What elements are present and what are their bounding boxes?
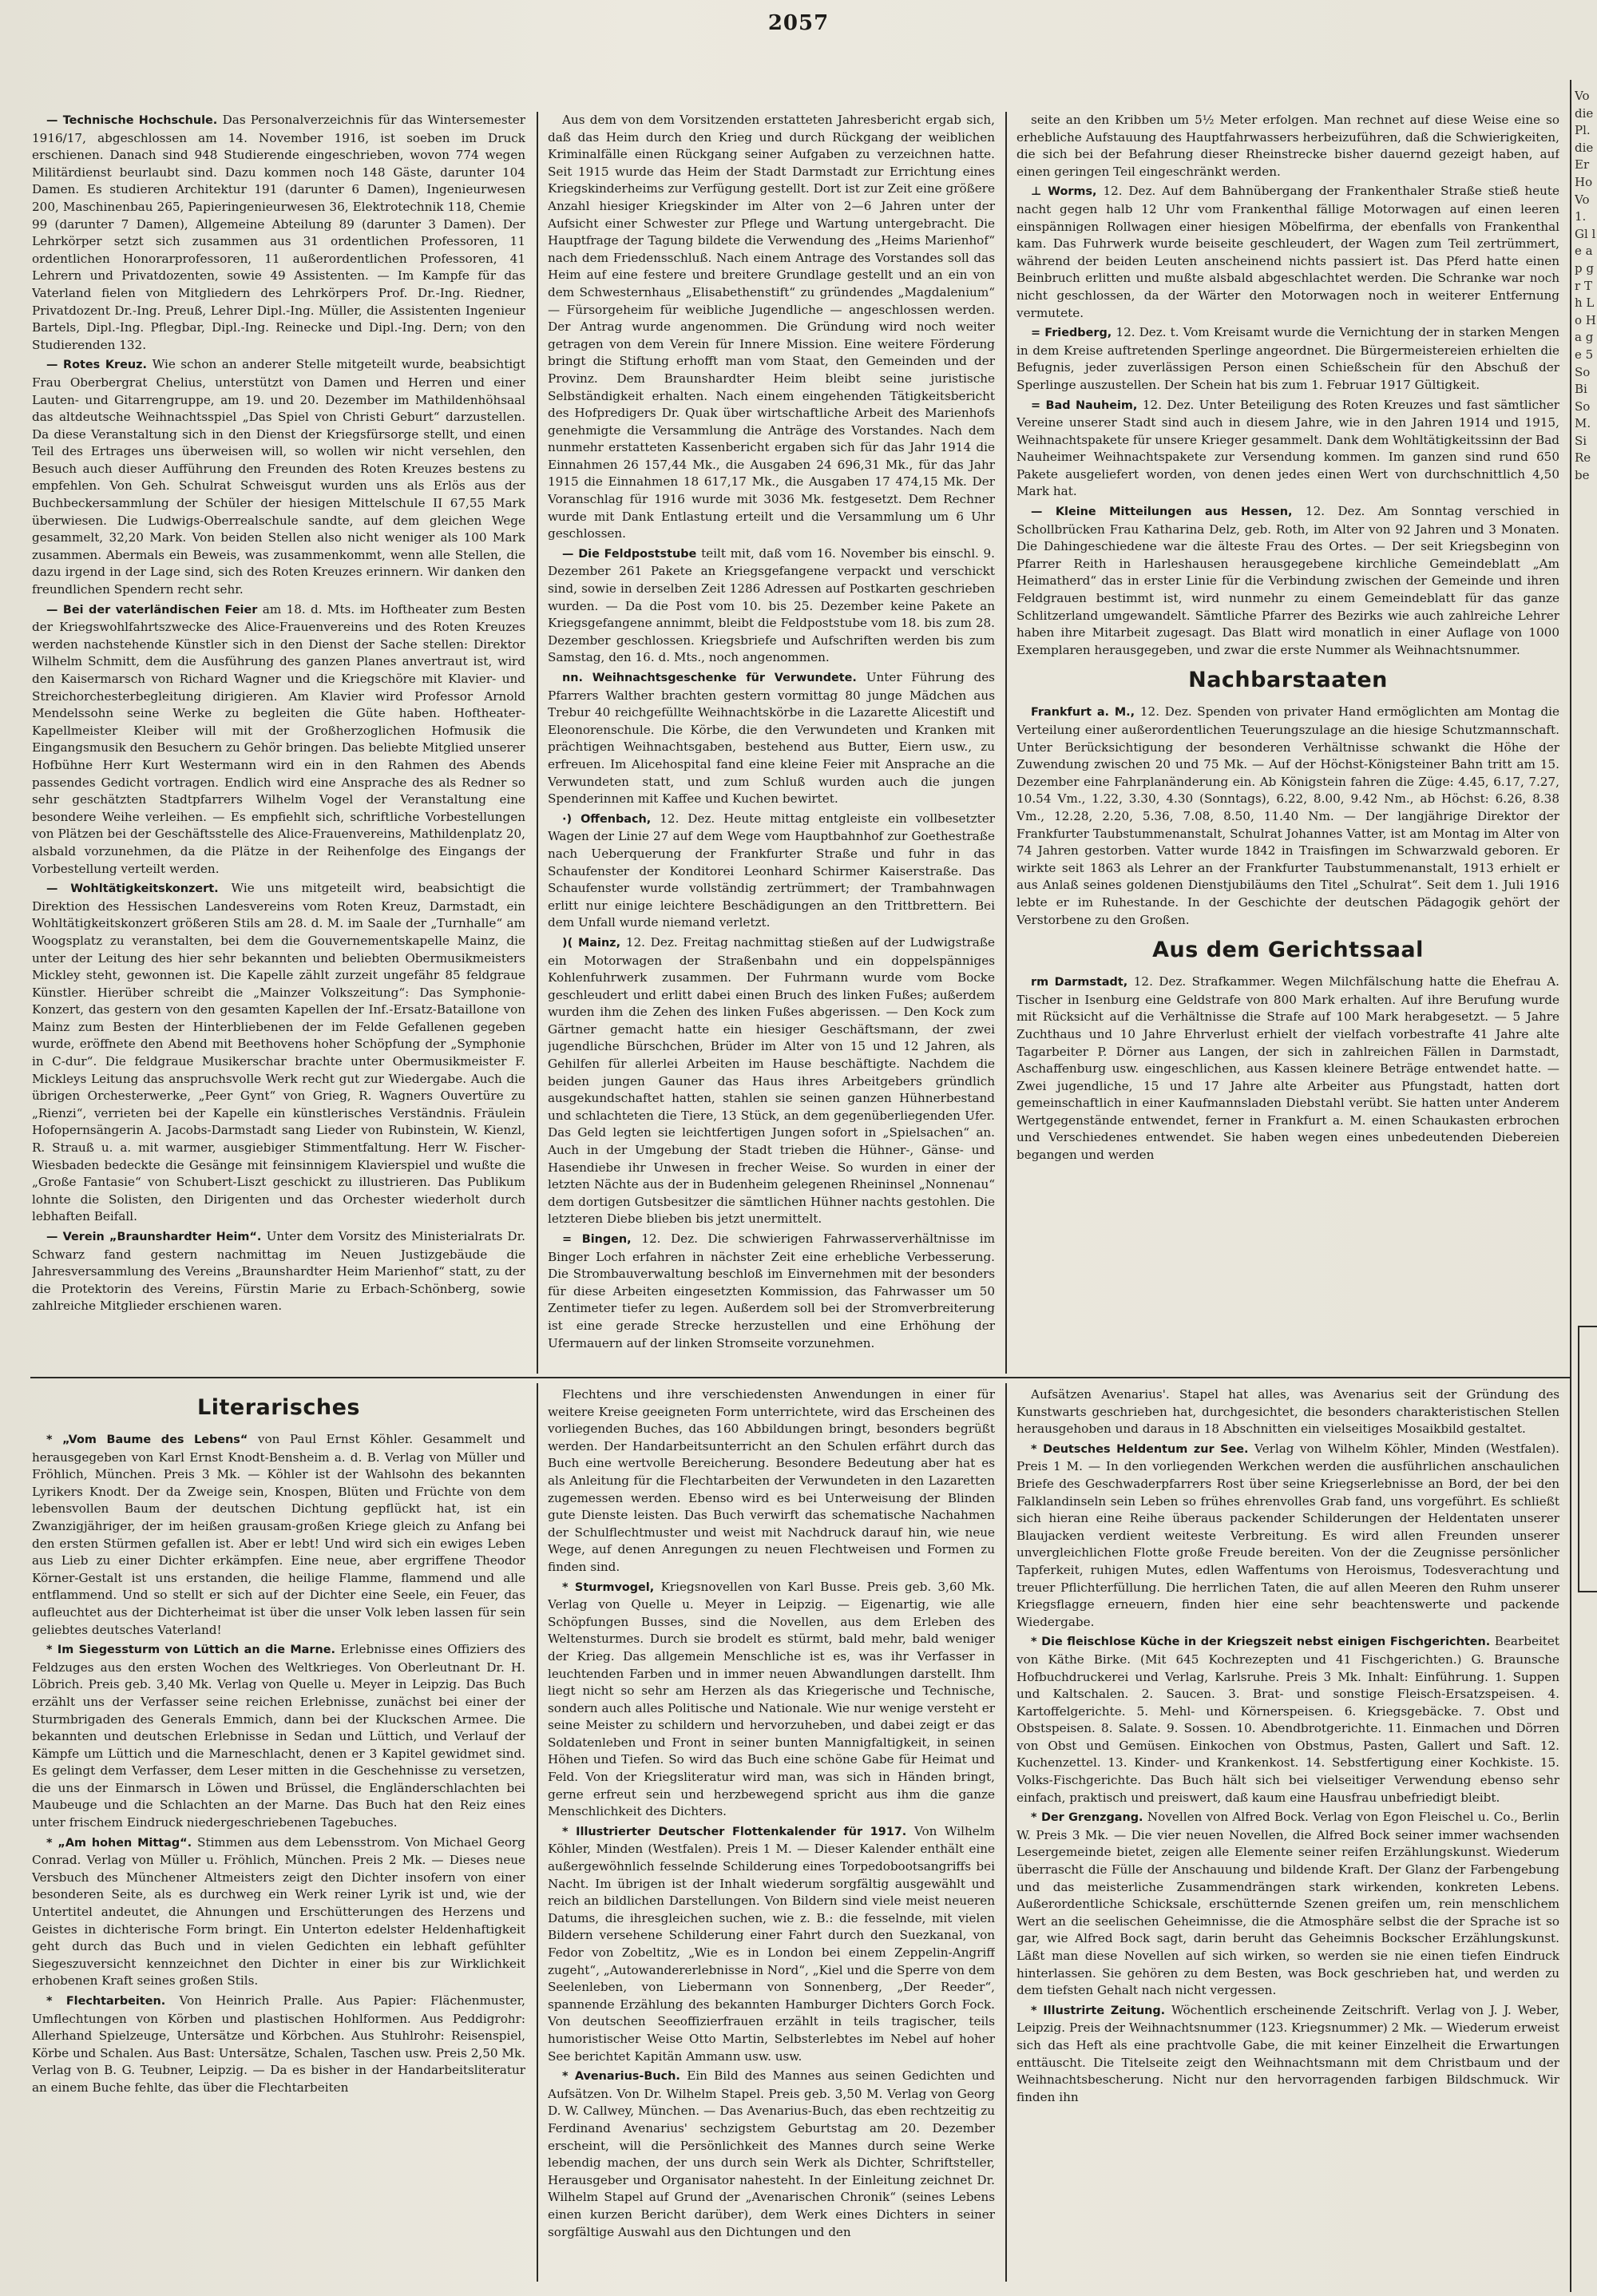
article-dateline: — Die Feldpoststube	[562, 547, 702, 561]
article-text: 12. Dez. Am Sonntag verschied in Schollbrücken Frau Katharina Delz, geb. Roth, im Alter von 92 Jahren und 3 Monaten. Die Dahingeschiedene war die älteste Frau des Ortes. — Der seit Kriegsbeginn von Pfarrer Reith in Harleshausen herausgegebene kirchliche Gemeindeblatt „Am Heimatherd“ das in erster Linie für die Verbindung zwischen der Gemeinde und ihren Feldgrauen bestimmt ist, wird nunmehr zu einem Gemeindeblatt für das ganze Schlitzerland umgewandelt. Sämtliche Pfarrer des Bezirks wie auch zahlreiche Lehrer haben ihre Mitarbeit zugesagt. Das Blatt wird monatlich in einer Auflage von 1000 Exemplaren herausgegeben, und zwar die erste Nummer als Weihnachtsnummer.	[1016, 504, 1559, 657]
article-dateline: rm Darmstadt,	[1031, 976, 1134, 989]
section-rule	[30, 1377, 1570, 1378]
article-text: Flechtens und ihre verschiedensten Anwendungen in einer für weitere Kreise geeigneten Form unterrichtete, wird das Erscheinen des vorliegenden Buches, das 160 Abbildungen bringt, besonders begrüßt werden. Der Handarbeitsunterricht an den Schulen erfährt durch das Buch eine wertvolle Bereicherung. Besondere Bedeutung aber hat es als Anleitung für die Flechtarbeiten der Verwundeten in den Lazaretten zugemessen werden. Ebenso wird es bei Unterweisung der Blinden gute Dienste leisten. Das Buch verwirft das schematische Nachahmen der Schulflechtmuster und weist mit Nachdruck darauf hin, wie neue Wege, auf denen Anregungen zu neuen Flechtweisen und Formen zu finden sind.	[548, 1387, 995, 1574]
article-text: Kriegsnovellen von Karl Busse. Preis geb. 3,60 Mk. Verlag von Quelle u. Meyer in Leipzig. — Eigenartig, wie alle Schöpfungen Busses, sind die Novellen, aus dem Erleben des Weltensturmes. Durch sie brodelt es stürmt, bald mehr, bald weniger der Krieg. Das allgemein Menschliche ist es, was ihr Verfasser in leuchtenden Farben und in immer neuen Abwandlungen darstellt. Ihm liegt nicht so sehr am Herzen als das Kriegerische und Technische, sondern auch alles Politische und Nationale. Wie nur wenige versteht er seine Meister zu schildern und hervorzuheben, und dabei zeigt er das Soldatenleben und Front in seiner bunten Mannigfaltigkeit, in seinen Höhen und Tiefen. So wird das Buch eine schöne Gabe für Heimat und Feld. Von der Kriegsliteratur wird man, was sich in Händen bringt, gerne erfreut sein und herzbewegend spricht aus ihm die ganze Menschlichkeit des Dichters.	[548, 1579, 995, 1819]
article-dateline: = Bingen,	[562, 1233, 642, 1246]
article-dateline: = Bad Nauheim,	[1031, 399, 1143, 412]
article-text: 12. Dez. Unter Beteiligung des Roten Kreuzes und fast sämtlicher Vereine unserer Stadt sind auch in diesem Jahre, wie in den Jahren 1914 und 1915, Weihnachtspakete für unsere Krieger gesammelt. Dank dem Wohltätigkeitssinn der Bad Nauheimer Weihnachtspakete zur Versendung kommen. Im ganzen sind rund 650 Pakete ausgeliefert worden, von denen jedes einen Wert von durchschnittlich 4,50 Mark hat.	[1016, 397, 1559, 499]
article-paragraph	[32, 1431, 525, 1639]
article-paragraph	[548, 1823, 995, 2065]
article-paragraph	[1016, 704, 1559, 929]
article-dateline: * Der Grenzgang.	[1031, 1811, 1147, 1825]
article-paragraph	[32, 356, 525, 598]
article-dateline: * Flechtarbeiten.	[46, 1995, 180, 2008]
article-text: seite an den Kribben um 5½ Meter erfolgen. Man rechnet auf diese Weise eine so erhebliche Aufstauung des Hauptfahrwassers herbeizuführen, daß die Schwierigkeiten, die sich bei der Befahrung dieser Rheinstrecke bisher dauernd gezeigt haben, auf einen geringen Teil eingeschränkt werden.	[1016, 113, 1559, 179]
article-dateline: ⊥ Worms,	[1031, 185, 1104, 199]
article-text: Unter dem Vorsitz des Ministerialrats Dr. Schwarz fand gestern nachmittag im Neuen Justizgebäude die Jahresversammlung des Vereins „Braunshardter Heim Marienhof“ statt, zu der die Protektorin des Vereins, Fürstin Marie zu Erbach-Schönberg, sowie zahlreiche Mitglieder erschienen waren.	[32, 1229, 525, 1314]
column-regional-news	[1016, 112, 1559, 1372]
column-local-news-1	[32, 112, 525, 1372]
article-text: 12. Dez. t. Vom Kreisamt wurde die Vernichtung der in starken Mengen in dem Kreise auftretenden Sperlinge angeordnet. Die Bürgermeistereien erhielten die Befugnis, jeder zuverlässigen Person einen Schießschein für den Abschuß der Sperlinge auszustellen. Der Schein hat bis zum 1. Februar 1917 Gültigkeit.	[1016, 325, 1559, 392]
article-paragraph	[548, 545, 995, 667]
article-text: Wie schon an anderer Stelle mitgeteilt wurde, beabsichtigt Frau Oberbergrat Chelius, unterstützt von Damen und Herren und einer Lauten- und Gitarrengruppe, am 19. und 20. Dezember im Mathildenhöhsaal das altdeutsche Weihnachtsspiel „Das Spiel von Christi Geburt“ darzustellen. Da diese Veranstaltung sich in den Dienst der Kriegsfürsorge stellt, und einen Teil des Ertrages uns überweisen will, so wollen wir nicht versehlen, den Besuch auch dieser Aufführung den Freunden des Roten Kreuzes bestens zu empfehlen. Von Geh. Schulrat Schweisgut wurden uns als Erlös aus der Buchbeckersammlung der Schüler der hiesigen Mittelschule II 67,55 Mark überwiesen. Die Ludwigs-Oberrealschule sandte, auf dem gleichen Wege gesammelt, 32,20 Mark. Von beiden Stellen also nicht weniger als 100 Mark zusammen. Abermals ein Beweis, was zusammenkommt, wenn alle Stellen, die dazu irgend in der Lage sind, sich des Roten Kreuzes erinnern. Wir danken den freundlichen Spendern recht sehr.	[32, 357, 525, 597]
article-text: 12. Dez. Auf dem Bahnübergang der Frankenthaler Straße stieß heute nacht gegen halb 12 Uhr vom Frankenthal fällige Motorwagen auf einen leeren einspännigen Rollwagen einer hiesigen Möbelfirma, der ebenfalls von Frankenthal kam. Das Fuhrwerk wurde beiseite geschleudert, der Wagen zum Teil zertrümmert, während der beiden Leuten anscheinend nichts passiert ist. Das Pferd hatte einen Beinbruch erlitten und mußte alsbald abgeschlachtet werden. Die Schranke war noch nicht geschlossen, da der Wärter den Motorwagen noch in weiterer Entfernung vermutete.	[1016, 184, 1559, 320]
page-edge-rule	[1570, 80, 1571, 2292]
article-text: Novellen von Alfred Bock. Verlag von Egon Fleischel u. Co., Berlin W. Preis 3 Mk. — Die vier neuen Novellen, die Alfred Bock seiner immer wachsenden Lesergemeinde bietet, zeigen alle Elemente seiner reifen Erzählungskunst. Wiederum überrascht die Fülle der Anschauung und bildende Kraft. Der Glanz der Farbengebung und das meisterliche Zusammendrängen stark wirkenden, konkreten Lebens. Außerordentliche Schicksale, erschütternde Szenen greifen um, rein menschlichem Wert an die seelischen Geheimnisse, die die Atmosphäre selbst die der Sprache ist so gar, wie Alfred Bock sagt, darin beruht das Geheimnis Bockscher Erzählungskunst. Läßt man diese Novellen auf sich wirken, so werden sie nie einen tiefen Eindruck hinterlassen. Sie gehören zu dem Besten, was Bock geschrieben hat, und werden zu dem tiefsten Gehalt nach nicht vergessen.	[1016, 1810, 1559, 1998]
article-dateline: nn. Weihnachtsgeschenke für Verwundete.	[562, 672, 866, 684]
article-paragraph	[32, 1993, 525, 2097]
article-paragraph	[548, 1386, 995, 1576]
article-dateline: * Im Siegessturm von Lüttich an die Marne.	[46, 1644, 341, 1657]
article-dateline: — Verein „Braunshardter Heim“.	[46, 1231, 267, 1243]
article-text: Stimmen aus dem Lebensstrom. Von Michael Georg Conrad. Verlag von Müller u. Fröhlich, München. Preis 2 Mk. — Dieses neue Versbuch des Münchener Altmeisters zeigt den Dichter insofern von einer besonderen Seite, als es durchweg ein Werk reiner Lyrik ist und, wie der Untertitel andeutet, die Ahnungen und Erschütterungen des Herzens und Geistes in dichterische Form bringt. Ein Unterton edelster Heldenhaftigkeit geht durch das Buch und in vielen Gedichten ein lebhaft gefühlter Siegeszuversicht kennzeichnet den Dichter in einer bis zur Wirklichkeit erhobenen Kraft seines großen Stils.	[32, 1834, 525, 1989]
article-text: Bearbeitet von Käthe Birke. (Mit 645 Kochrezepten und 41 Fischgerichten.) G. Braunsche Hofbuchdruckerei und Verlag, Karlsruhe. Preis 3 Mk. Inhalt: Einführung. 1. Suppen und Kaltschalen. 2. Saucen. 3. Brat- und sonstige Fleisch-Ersatzspeisen. 4. Kartoffelgerichte. 5. Mehl- und Körnerspeisen. 6. Kriegsgebäcke. 7. Obst und Obstspeisen. 8. Salate. 9. Sossen. 10. Abendbrotgerichte. 11. Einmachen und Dörren von Obst und Gemüsen. Einkochen von Obstmus, Pasten, Gallert und Saft. 12. Kuchenzettel. 13. Kinder- und Krankenkost. 14. Sebstfertigung einer Kochkiste. 15. Volks-Fischgerichte. Das Buch hält sich bei vielseitiger Verwendung ebenso sehr einfach, praktisch und preiswert, daß kaum eine Hausfrau unbefriedigt bleibt.	[1016, 1634, 1559, 1805]
article-paragraph	[32, 1641, 525, 1832]
article-dateline: — Bei der vaterländischen Feier	[46, 603, 263, 617]
article-dateline: * Sturmvogel,	[562, 1580, 661, 1594]
article-paragraph	[548, 1579, 995, 1821]
article-paragraph	[548, 1231, 995, 1352]
article-text: 12. Dez. Freitag nachmittag stießen auf der Ludwigstraße ein Motorwagen der Straßenbahn und ein doppelspänniges Kohlenfuhrwerk zusammen. Der Fuhrmann wurde vom Bocke geschleudert und erlitt dabei einen Bruch des linken Fußes; außerdem wurden ihm die Zehen des linken Fußes abgerissen. — Den Kock zum Gärtner gemacht hatte ein hiesiger Geschäftsmann, der zwei jugendliche Bürschchen, Brüder im Alter von 15 und 12 Jahren, als Gehilfen für allerlei Arbeiten im Hause beschäftigte. Nachdem die beiden jungen Gauner das Haus ihres Arbeitgebers gründlich ausgekundschaftet hatten, stahlen sie seinen ganzen Hühnerbestand und schlachteten die Tiere, 13 Stück, an dem gegenüberliegenden Ufer. Das Geld legten sie leichtfertigen Jungen sofort in „Spielsachen“ an. Auch in der Umgebung der Stadt trieben die Hühner-, Gänse- und Hasendiebe ihr Unwesen in frecher Weise. So wurden in einer der letzten Nächte aus der in Budenheim gelegenen Rheininsel „Nonnenau“ dem dortigen Gutsbesitzer die sämtlichen Hühner nachts gestohlen. Die letzteren Diebe blieben bis jetzt unermittelt.	[548, 934, 995, 1227]
section-heading: Nachbarstaaten	[1188, 668, 1388, 693]
article-paragraph	[1016, 503, 1559, 659]
column-rule	[537, 1383, 538, 2282]
article-paragraph	[1016, 112, 1559, 180]
article-paragraph	[1016, 1386, 1559, 1438]
article-dateline: — Wohltätigkeitskonzert.	[46, 882, 232, 896]
article-text: Wöchentlich erscheinende Zeitschrift. Verlag von J. J. Weber, Leipzig. Preis der Weihnachtsnummer (123. Kriegsnummer) 2 Mk. — Wiederum erweist sich das Heft als eine prachtvolle Gabe, die mit keiner Einzelheit die Erwartungen enttäuscht. Die Titelseite zeigt den Weihnachtsmann mit dem Christbaum und der Weihnachtsbescherung. Nicht nur den hervorragenden farbigen Bildschmuck. Wir finden ihn	[1016, 2002, 1559, 2104]
article-dateline: — Technische Hochschule.	[46, 114, 223, 127]
column-rule	[537, 112, 538, 1374]
article-text: Verlag von Wilhelm Köhler, Minden (Westfalen). Preis 1 M. — In den vorliegenden Werkchen werden die ausführlichen anschaulichen Briefe des Geschwaderpfarrers Rost über seine Kriegserlebnisse an Bord, der bei den Falklandinseln sein Leben so frühes ehrenvolles Grab fand, uns vorgeführt. Es schließt sich hieran eine Reihe überaus packender Schilderungen der Heldentaten unserer Blaujacken verdient weiteste Verbreitung. Es wird allen Freunden unserer unvergleichlichen Flotte große Freude bereiten. Von der die Zeugnisse persönlicher Tapferkeit, ruhigen Mutes, edlen Waffentums von Heroismus, Todesverachtung und treuer Pflichterfüllung. Die herrlichen Taten, die auf allen Meeren den Ruhm unserer Kriegsflagge erneuern, finden hier eine sehr beachtenswerte und packende Wiedergabe.	[1016, 1441, 1559, 1629]
article-dateline: * „Am hohen Mittag“.	[46, 1836, 197, 1850]
article-text: 12. Dez. Spenden von privater Hand ermöglichten am Montag die Verteilung einer außerordentlichen Teuerungszulage an die hiesige Schutzmannschaft. Unter Berücksichtigung der besonderen Verhältnisse schwankt die Höhe der Zuwendung zwischen 20 und 75 Mk. — Auf der Höchst-Königsteiner Bahn tritt am 15. Dezember eine Fahrplanänderung ein. Ab Königstein fahren die Züge: 4.45, 6.17, 7.27, 10.54 Vm., 1.22, 3.30, 4.30 (Sonntags), 6.22, 8.00, 9.42 Nm., ab Höchst: 6.26, 8.38 Vm., 12.28, 2.20, 5.36, 7.08, 8.50, 11.40 Nm. — Der langjährige Direktor der Frankfurter Taubstummenanstalt, Schulrat Johannes Vatter, ist am Montag im Alter von 74 Jahren gestorben. Vatter wurde 1842 in Traisfingen im Schwarzwald geboren. Er wirkte seit 1863 als Lehrer an der Frankfurter Taubstummenanstalt, 1913 erhielt er aus Anlaß seines goldenen Dienstjubiläums den Titel „Schulrat“. Seit dem 1. Juli 1916 lebte er im Ruhestande. In der Geschichte der deutschen Pädagogik gehört der Verstorbene zu den Großen.	[1016, 704, 1559, 927]
article-paragraph	[1016, 324, 1559, 394]
article-dateline: * Deutsches Heldentum zur See.	[1031, 1442, 1255, 1456]
section-heading: Literarisches	[197, 1395, 360, 1420]
article-text: Ein Bild des Mannes aus seinen Gedichten und Aufsätzen. Von Dr. Wilhelm Stapel. Preis geb. 3,50 M. Verlag von Georg D. W. Callwey, München. — Das Avenarius-Buch, das eben rechtzeitig zu Ferdinand Avenarius' sechzigstem Geburtstag am 20. Dezember erscheint, will die Persönlichkeit des Mannes durch seine Werke lebendig machen, der uns durch sein Werk als Dichter, Schriftsteller, Herausgeber und Organisator nahesteht. In der Einleitung zeichnet Dr. Wilhelm Stapel auf Grund der „Avenarischen Chronik“ (seines Lebens einen kurzen Bericht darüber), dem Werk eines Dichters in seiner sorgfältige Auswahl aus den Dichtungen und den	[548, 2068, 995, 2239]
article-dateline: * Die fleischlose Küche in der Kriegszeit nebst einigen Fischgerichten.	[1031, 1636, 1495, 1649]
article-paragraph	[1016, 2002, 1559, 2107]
article-dateline: * Avenarius-Buch.	[562, 2070, 688, 2084]
article-paragraph	[1016, 1809, 1559, 2000]
article-text: Das Personalverzeichnis für das Wintersemester 1916/17, abgeschlossen am 14. November 1916, ist soeben im Druck erschienen. Danach sind 948 Studierende eingeschrieben, wovon 774 wegen Militärdienst beurlaubt sind. Dazu kommen noch 148 Gäste, darunter 104 Damen. Es studieren Architektur 191 (darunter 6 Damen), Ingenieurwesen 200, Maschinenbau 265, Papieringenieurwesen 36, Elektrotechnik 118, Chemie 99 (darunter 7 Damen), Allgemeine Abteilung 89 (darunter 3 Damen). Der Lehrkörper setzt sich zusammen aus 31 ordentlichen Professoren, 11 ordentlichen Honorarprofessoren, 11 außerordentlichen Professoren, 41 Lehrern und Privatdozenten, sowie 49 Assistenten. — Im Kampfe für das Vaterland fielen von Mitgliedern des Lehrkörpers Prof. Dr.-Ing. Riedner, Privatdozent Dr.-Ing. Preuß, Lehrer Dipl.-Ing. Müller, die Assistenten Ingenieur Bartels, Dipl.-Ing. Pflegbar, Dipl.-Ing. Reinecke und Dipl.-Ing. Dern; von den Studierenden 132.	[32, 113, 525, 352]
article-text: Von Wilhelm Köhler, Minden (Westfalen). Preis 1 M. — Dieser Kalender enthält eine außergewöhnlich fesselnde Schilderung eines Torpedobootsangriffs bei Nacht. Im übrigen ist der Inhalt wiederum sorgfältig ausgewählt und reich an bildlichen Darstellungen. Von Bildern sind viele meist neueren Datums, die ihresgleichen suchen, wie z. B.: die fesselnde, mit vielen Bildern versehene Schilderung einer Fahrt durch den Suezkanal, von Fedor von Zobeltitz, „Wie es in London bei einem Zeppelin-Angriff zugeht“, „Autowandererlebnisse in Nord“, „Kiel und die Sperre von dem Seelenleben, von Liebermann von Sonnenberg, „Der Reeder“, spannende Erzählung des bekannten Hamburger Dichters Gorch Fock. Von deutschen Seeoffizierfrauen erzählt in teils tragischer, teils humoristischer Weise Otto Martin, Selbsterlebtes im Nebel auf hoher See berichtet Kapitän Ammann usw. usw.	[548, 1823, 995, 2064]
article-paragraph	[32, 880, 525, 1226]
article-paragraph	[548, 112, 995, 543]
article-dateline: * Illustrierter Deutscher Flottenkalender für 1917.	[562, 1825, 914, 1838]
article-text: teilt mit, daß vom 16. November bis einschl. 9. Dezember 261 Pakete an Kriegsgefangene verpackt und verschickt sind, sowie in derselben Zeit 1286 Adressen auf Postkarten geschrieben wurden. — Da die Post vom 10. bis 25. Dezember keine Pakete an Kriegsgefangene annimmt, bleibt die Feldpoststube vom 18. bis zum 28. Dezember geschlossen. Kriegsbriefe und Aufschriften werden bis zum Samstag, den 16. d. Mts., noch angenommen.	[548, 545, 995, 665]
column-rule	[1005, 1383, 1007, 2282]
article-paragraph	[32, 112, 525, 354]
article-dateline: — Kleine Mitteilungen aus Hessen,	[1031, 506, 1306, 519]
article-paragraph	[548, 669, 995, 808]
article-text: 12. Dez. Die schwierigen Fahrwasserverhältnisse im Binger Loch erfahren in nächster Zeit eine erhebliche Verbesserung. Die Strombauverwaltung beschloß im Einvernehmen mit der besonders für diese Arbeiten eingesetzten Kommission, das Fahrwasser um 50 Zentimeter tiefer zu legen. Außerdem soll bei der Stromverbreiterung ist eine gerade Strecke herzustellen und eine Erhöhung der Ufermauern auf der linken Stromseite vorzunehmen.	[548, 1231, 995, 1350]
article-text: Aufsätzen Avenarius'. Stapel hat alles, was Avenarius seit der Gründung des Kunstwarts geschrieben hat, durchgesichtet, die besonders charakteristischen Stellen herausgehoben und daraus in 18 Abschnitten ein vielseitiges Mosaikbild gestaltet.	[1016, 1387, 1559, 1437]
column-literature-3	[1016, 1386, 1559, 2281]
article-text: am 18. d. Mts. im Hoftheater zum Besten der Kriegswohlfahrtszwecke des Alice-Frauenvereins und des Roten Kreuzes werden nachstehende Künstler sich in den Dienst der Sache stellen: Direktor Wilhelm Schmitt, dem die Ausführung des ganzen Planes anvertraut ist, wird den Kaisermarsch von Richard Wagner und die Kriegschöre mit Klavier- und Streichorchesterbegleitung dirigieren. Am Klavier wird Professor Arnold Mendelssohn seine Werke zu begleiten die Güte haben. Hoftheater-Kapellmeister Kleiber will mit der Großherzoglichen Hofmusik die Eingangsmusik den Besuchern zu Gehör bringen. Das beliebte Mitglied unserer Hofbühne Herr Kurt Westermann wird ein in den Rahmen des Abends passendes Gedicht vortragen. Endlich wird eine Ansprache des als Redner so sehr geschätzten Stadtpfarrers Wilhelm Vogel der Veranstaltung eine besondere Weihe verleihen. — Es empfiehlt sich, schriftliche Vorbestellungen von Plätzen bei der Geschäftsstelle des Alice-Frauenvereins, Mathildenplatz 20, alsbald vorzunehmen, da die Plätze in der Reihenfolge des Eingangs der Vorbestellung verteilt werden.	[32, 601, 525, 876]
article-dateline: — Rotes Kreuz.	[46, 359, 153, 372]
article-text: Aus dem von dem Vorsitzenden erstatteten Jahresbericht ergab sich, daß das Heim durch den Krieg und durch Rückgang der weiblichen Kriminalfälle einen Rückgang seiner Aufgaben zu verzeichnen hatte. Seit 1915 wurde das Heim der Stadt Darmstadt zur Errichtung eines Kriegskinderheims zur Verfügung gestellt. Dort ist zur Zeit eine größere Anzahl hiesiger Kriegskinder im Alter von 2—6 Jahren unter der Aufsicht einer Schwester zur Pflege und Wartung untergebracht. Die Hauptfrage der Tagung bildete die Verwendung des „Heims Marienhof“ nach dem Friedensschluß. Nach einem Antrage des Vorstandes soll das Heim auf eine festere und breitere Grundlage gestellt und an ein von dem Schwesternhaus „Elisabethenstift“ zu gründendes „Magdalenium“ — Fürsorgeheim für weibliche Jugendliche — angeschlossen werden. Der Antrag wurde angenommen. Die Gründung wird noch weiter getragen von dem Verein für Innere Mission. Eine weitere Förderung bringt die Stiftung erhofft man vom Staat, den Gemeinden und der Provinz. Dem Braunshardter Heim bleibt seine juristische Selbständigkeit erhalten. Nach einem eingehenden Tätigkeitsbericht des Hofpredigers Dr. Quak über wirtschaftliche Arbeit des Marienhofs genehmigte die Versammlung die Anträge des Vorstandes. Nach dem nunmehr erstatteten Kassenbericht ergaben sich für das Jahr 1914 die Einnahmen 26 157,44 Mk., die Ausgaben 24 696,31 Mk., für das Jahr 1915 die Einnahmen 18 617,17 Mk., die Ausgaben 17 474,15 Mk. Der Voranschlag für 1916 wurde mit 3036 Mk. festgesetzt. Dem Rechner wurde mit Dank Entlastung erteilt und die Versammlung um 6 Uhr geschlossen.	[548, 113, 995, 541]
article-dateline: * Illustrirte Zeitung.	[1031, 2004, 1171, 2017]
article-dateline: Frankfurt a. M.,	[1031, 706, 1140, 720]
article-paragraph	[1016, 1441, 1559, 1632]
article-text: Von Heinrich Pralle. Aus Papier: Flächenmuster, Umflechtungen von Körben und plastischen Hohlformen. Aus Peddigrohr: Allerhand Spielzeuge, Untersätze und Körbchen. Aus Stuhlrohr: Reisenspiel, Körbe und Schalen. Aus Bast: Untersätze, Schalen, Taschen usw. Preis 2,50 Mk. Verlag von B. G. Teubner, Leipzig. — Da es bisher in der Handarbeitsliteratur an einem Buche fehlte, das über die Flechtarbeiten	[32, 1993, 525, 2095]
article-paragraph	[1016, 397, 1559, 502]
article-paragraph	[1016, 1633, 1559, 1806]
article-paragraph	[32, 601, 525, 878]
article-paragraph	[548, 934, 995, 1228]
article-dateline: * „Vom Baume des Lebens“	[46, 1434, 258, 1446]
column-rule	[1005, 112, 1007, 1374]
article-dateline: ·) Offenbach,	[562, 812, 660, 826]
article-text: Erlebnisse eines Offiziers des Feldzuges aus den ersten Wochen des Weltkrieges. Von Oberleutnant Dr. H. Löbrich. Preis geb. 3,40 Mk. Verlag von Quelle u. Meyer in Leipzig. Das Buch erzählt uns der Verfasser seine reichen Erlebnisse, zunächst bei einer der Sturmbrigaden des Generals Emmich, dann bei der Kluckschen Armee. Die bekannten und deutschen Erlebnisse in Sedan und Lüttich, und Verlauf der Kämpfe um Lüttich und die Marneschlacht, denen er 3 Kapitel gewidmet sind. Es gelingt dem Verfasser, dem Leser mitten in die Geschehnisse zu versetzen, die uns der Einmarsch in Löwen und Brüssel, die Engländerschlachten bei Maubeuge und die Schlachten an der Marne. Das Buch hat den Reiz eines unter frischem Eindruck niedergeschriebenen Tagebuches.	[32, 1642, 525, 1830]
article-paragraph	[1016, 974, 1559, 1164]
adjacent-page-box	[1578, 1326, 1597, 1592]
section-heading: Aus dem Gerichtssaal	[1152, 938, 1424, 963]
column-literature-1	[32, 1386, 525, 2281]
article-paragraph	[1016, 183, 1559, 322]
article-paragraph	[32, 1834, 525, 1990]
article-text: Wie uns mitgeteilt wird, beabsichtigt die Direktion des Hessischen Landesvereins vom Roten Kreuz, Darmstadt, ein Wohltätigkeitskonzert größeren Stils am 28. d. M. im Saale der „Turnhalle“ am Woogsplatz zu veranstalten, bei dem die Gouvernementskapelle Mainz, die unter der Leitung des hier sehr bekannten und beliebten Obermusikmeisters Mickley steht, gewonnen ist. Die Kapelle zählt zurzeit ungefähr 85 feldgraue Künstler. Hierüber schreibt die „Mainzer Volkszeitung“: Das Symphonie-Konzert, das gestern von den gesamten Kapellen der Inf.-Ersatz-Bataillone von Mainz zum Besten der Hinterbliebenen der im Felde Gefallenen gegeben wurde, eröffnete den Abend mit Beethovens hoher Schöpfung der „Symphonie in C-dur“. Die feldgraue Musikerschar brachte unter Obermusikmeister F. Mickleys Leitung das anspruchsvolle Werk recht gut zur Wiedergabe. Auch die übrigen Orchesterwerke, „Peer Gynt“ von Grieg, R. Wagners Ouvertüre zu „Rienzi“, verrieten bei der Kapelle ein künstlerisches Verständnis. Fräulein Hofopernsängerin A. Jacobs-Darmstadt sang Lieder von Rubinstein, W. Kienzl, R. Strauß u. a. mit warmer, ausgiebiger Stimmentfaltung. Herr W. Fischer-Wiesbaden bedeckte die Gesänge mit feinsinnigem Klavierspiel und wußte die „Große Fantasie“ von Schubert-Liszt geschickt zu illustrieren. Das Publikum lohnte die Solisten, den Dirigenten und das Orchester wiederholt durch lebhaften Beifall.	[32, 881, 525, 1224]
article-text: 12. Dez. Strafkammer. Wegen Milchfälschung hatte die Ehefrau A. Tischer in Isenburg eine Geldstrafe von 800 Mark erhalten. Auf ihre Berufung wurde mit Rücksicht auf die Verhältnisse die Strafe auf 100 Mark herabgesetzt. — 5 Jahre Zuchthaus und 10 Jahre Ehrverlust erhielt der vielfach vorbestrafte 41 Jahre alte Tagarbeiter P. Dörner aus Langen, der sich in zahlreichen Fällen in Darmstadt, Aschaffenburg usw. eingeschlichen, aus Kassen kleinere Beträge entwendet hatte. — Zwei jugendliche, 15 und 17 Jahre alte Arbeiter aus Pfungstadt, hatten dort gemeinschaftlich in einer Kaufmannsladen Diebstahl verübt. Sie hatten unter Anderem Wertgegenstände entwendet, ferner in Frankfurt a. M. einen Schaukasten erbrochen und Verschiedenes entwendet. Sie haben wegen eines unbedeutenden Diebereien begangen und werden	[1016, 974, 1559, 1163]
article-dateline: = Friedberg,	[1031, 327, 1116, 340]
article-text: von Paul Ernst Köhler. Gesammelt und herausgegeben von Karl Ernst Knodt-Bensheim a. d. B. Verlag von Müller und Fröhlich, München. Preis 3 Mk. — Köhler ist der Wahlsohn des bekannten Lyrikers Knodt. Der da Zweige sein, Knospen, Blüten und Früchte von dem lebensvollen Baum der deutschen Dichtung gepflückt hat, ist ein Zwanzigjähriger, der im heißen grausam-großen Kriege gleich zu Anfang bei den ersten Stürmen gefallen ist. Aber er lebt! Und wird sich ein ewiges Leben aus Lieb zu einer Dichter erkämpfen. Eine neue, aber ergriffene Theodor Körner-Gestalt ist uns erstanden, die heilige Flamme, flammend und alle entflammend. Und so stellt er sich auf der Dichter eine Seele, ein Feuer, das aufleuchtet aus der Dichterheimat ist über die unser Volk leben lassen für sein geliebtes deutsches Vaterland!	[32, 1432, 525, 1637]
article-paragraph	[548, 2068, 995, 2241]
article-paragraph	[32, 1228, 525, 1315]
column-literature-2	[548, 1386, 995, 2281]
adjacent-page-fragment: Vo die Pl. die Er Ho Vo 1. Gl le ap gr Th Lo Ha ge 5 So Bi So M. Si Re be	[1575, 89, 1596, 483]
column-local-news-2	[548, 112, 995, 1372]
article-dateline: )( Mainz,	[562, 936, 626, 950]
article-paragraph	[548, 811, 995, 932]
article-text: Unter Führung des Pfarrers Walther brachten gestern vormittag 80 junge Mädchen aus Trebur 40 reichgefüllte Weihnachtskörbe in die Lazarette Alicestift und Eleonorenschule. Die Körbe, die den Verwundeten und Kranken mit prächtigen Weihnachtsgaben, bestehend aus Butter, Eiern usw., zu erfreuen. Im Alicehospital fand eine kleine Feier mit Ansprache an die Verwundeten statt, und zum Schluß wurden auch die jungen Spenderinnen mit Kaffee und Kuchen bewirtet.	[548, 670, 995, 807]
page-number: 2057	[767, 11, 830, 35]
article-text: 12. Dez. Heute mittag entgleiste ein vollbesetzter Wagen der Linie 27 auf dem Wege vom Hauptbahnhof zur Goethestraße nach Ueberquerung der Frankfurter Straße und fuhr in das Schaufenster der Konditorei Leonhard Schirmer Kaiserstraße. Das Schaufenster wurde vollständig zertrümmert; der Trambahnwagen erlitt nur einige leichtere Beschädigungen an den Trittbrettern. Bei dem Unfall wurde niemand verletzt.	[548, 811, 995, 930]
